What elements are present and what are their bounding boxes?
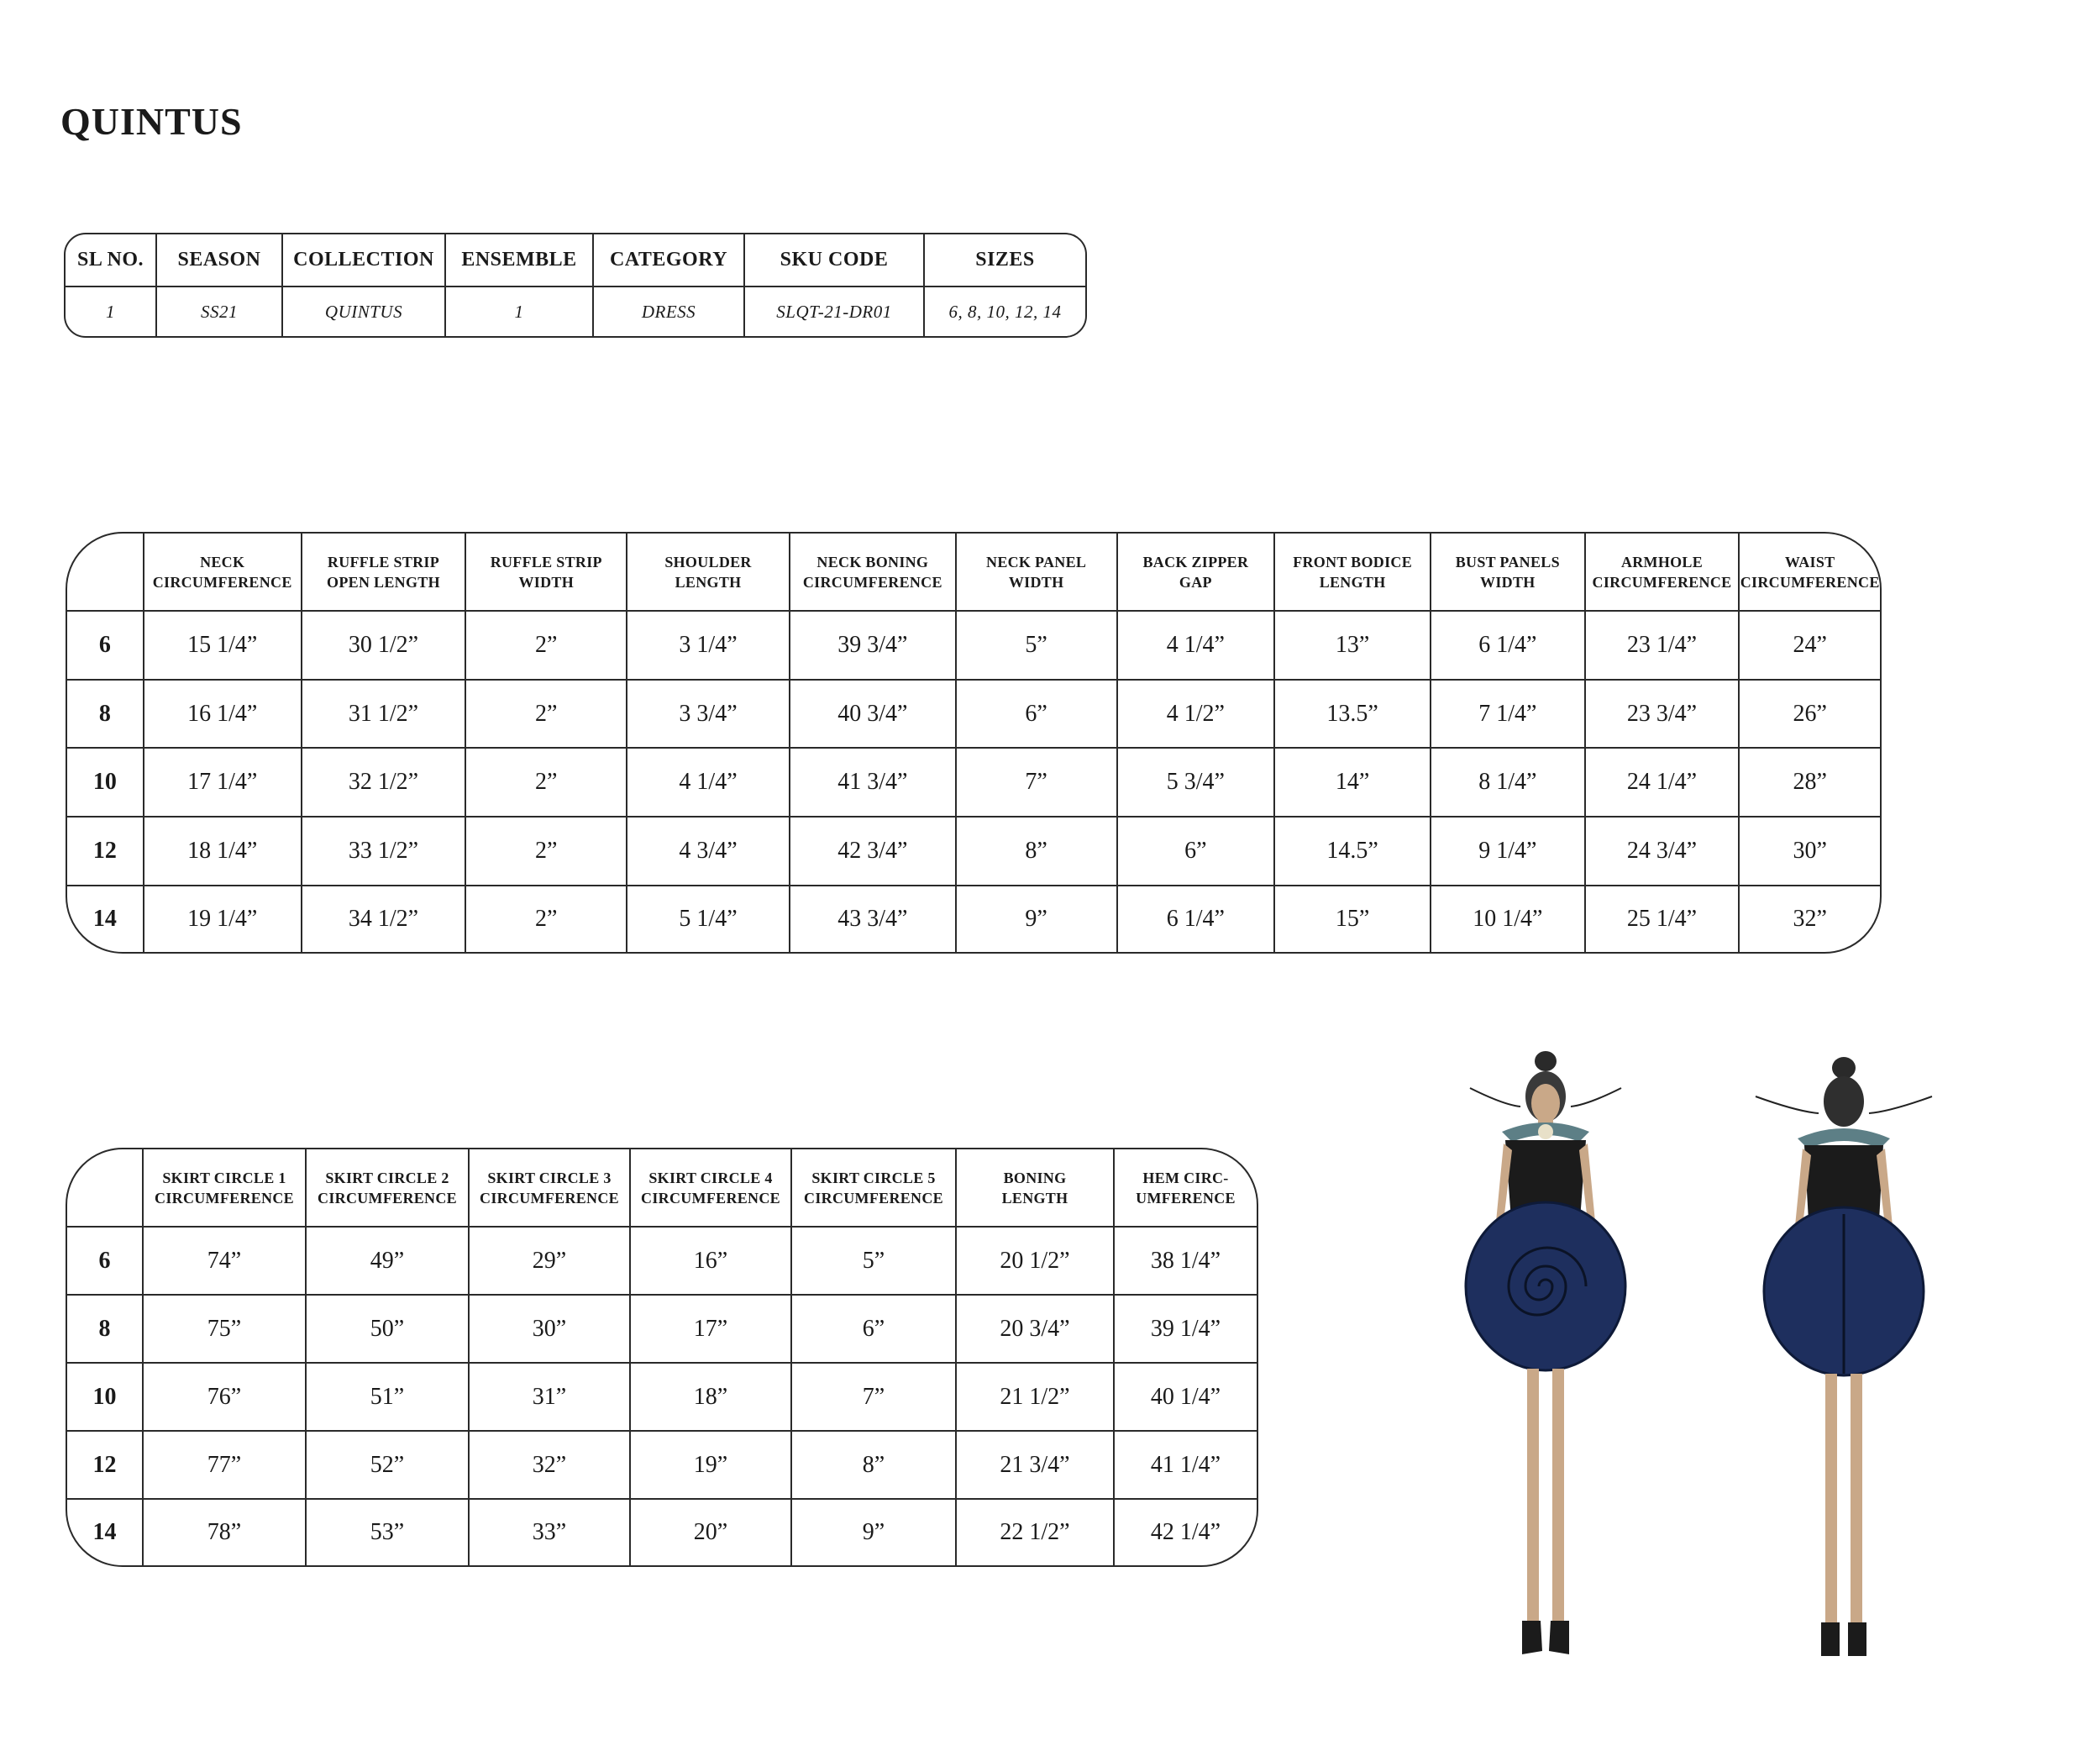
measurement-cell: 16 1/4” <box>144 680 302 749</box>
cell-collection: QUINTUS <box>282 287 445 336</box>
measurement-cell: 31” <box>469 1363 630 1431</box>
measurement-cell: 2” <box>465 817 627 886</box>
spec2-header-line: SKIRT CIRCLE 1 <box>162 1169 286 1186</box>
size-label: 12 <box>67 1431 143 1499</box>
page-title: QUINTUS <box>60 100 243 143</box>
measurement-cell: 75” <box>143 1295 306 1363</box>
header-sizes: SIZES <box>924 234 1085 287</box>
measurement-cell: 38 1/4” <box>1114 1227 1257 1295</box>
measurement-cell: 2” <box>465 680 627 749</box>
spec1-header-1 <box>302 534 466 611</box>
measurement-cell: 5 1/4” <box>627 886 790 952</box>
spec2-header-line: CIRCUMFERENCE <box>804 1189 943 1207</box>
measurement-cell: 30” <box>469 1295 630 1363</box>
header-category: CATEGORY <box>593 234 744 287</box>
measurement-cell: 2” <box>465 748 627 817</box>
product-info-table <box>64 233 1087 338</box>
measurement-cell: 33” <box>469 1499 630 1565</box>
measurement-cell: 32 1/2” <box>302 748 466 817</box>
spec1-header-line: NECK PANEL <box>986 553 1087 570</box>
measurement-cell: 6” <box>956 680 1117 749</box>
size-label: 8 <box>67 680 144 749</box>
measurement-cell: 20 3/4” <box>956 1295 1114 1363</box>
measurement-cell: 24 1/4” <box>1585 748 1740 817</box>
spec2-header-5 <box>956 1149 1114 1227</box>
spec1-header-7 <box>1274 534 1431 611</box>
spec2-header-line: CIRCUMFERENCE <box>641 1189 780 1207</box>
measurement-table-bodice <box>66 532 1882 954</box>
table-row <box>67 817 1880 886</box>
spec1-header-4 <box>790 534 956 611</box>
measurement-cell: 41 1/4” <box>1114 1431 1257 1499</box>
measurement-cell: 39 1/4” <box>1114 1295 1257 1363</box>
measurement-cell: 3 1/4” <box>627 611 790 680</box>
spec1-header-2 <box>465 534 627 611</box>
measurement-cell: 22 1/2” <box>956 1499 1114 1565</box>
measurement-cell: 8” <box>956 817 1117 886</box>
spec1-header-line: LENGTH <box>675 573 742 591</box>
measurement-cell: 28” <box>1739 748 1880 817</box>
spec2-header-line: UMFERENCE <box>1136 1189 1236 1207</box>
spec2-header-line: CIRCUMFERENCE <box>318 1189 457 1207</box>
measurement-cell: 32” <box>469 1431 630 1499</box>
measurement-cell: 42 1/4” <box>1114 1499 1257 1565</box>
corner-cell <box>67 534 144 611</box>
measurement-cell: 13” <box>1274 611 1431 680</box>
table-row <box>67 680 1880 749</box>
measurement-cell: 17 1/4” <box>144 748 302 817</box>
measurement-cell: 14.5” <box>1274 817 1431 886</box>
table-row <box>67 1499 1257 1565</box>
spec1-header-line: SHOULDER <box>664 553 752 570</box>
spec1-header-line: CIRCUMFERENCE <box>152 573 292 591</box>
spec1-header-8 <box>1431 534 1585 611</box>
measurement-cell: 16” <box>630 1227 791 1295</box>
measurement-cell: 19” <box>630 1431 791 1499</box>
spec2-header-6 <box>1114 1149 1257 1227</box>
table-row <box>67 611 1880 680</box>
measurement-cell: 17” <box>630 1295 791 1363</box>
measurement-cell: 77” <box>143 1431 306 1499</box>
cell-ensemble: 1 <box>445 287 593 336</box>
size-label: 6 <box>67 611 144 680</box>
spec2-header-4 <box>791 1149 956 1227</box>
measurement-cell: 9” <box>956 886 1117 952</box>
measurement-cell: 2” <box>465 611 627 680</box>
measurement-cell: 25 1/4” <box>1585 886 1740 952</box>
spec2-header-0 <box>143 1149 306 1227</box>
measurement-cell: 19 1/4” <box>144 886 302 952</box>
spec1-header-line: CIRCUMFERENCE <box>1592 573 1732 591</box>
header-collection: COLLECTION <box>282 234 445 287</box>
measurement-cell: 4 1/2” <box>1117 680 1275 749</box>
measurement-cell: 76” <box>143 1363 306 1431</box>
size-label: 8 <box>67 1295 143 1363</box>
measurement-cell: 74” <box>143 1227 306 1295</box>
measurement-cell: 33 1/2” <box>302 817 466 886</box>
cell-season: SS21 <box>156 287 282 336</box>
measurement-cell: 21 1/2” <box>956 1363 1114 1431</box>
dress-front-illustration <box>1453 1038 1638 1676</box>
header-ensemble: ENSEMBLE <box>445 234 593 287</box>
measurement-cell: 21 3/4” <box>956 1431 1114 1499</box>
table-row <box>67 748 1880 817</box>
measurement-cell: 4 1/4” <box>1117 611 1275 680</box>
table-row <box>67 1227 1257 1295</box>
measurement-cell: 23 1/4” <box>1585 611 1740 680</box>
header-season: SEASON <box>156 234 282 287</box>
measurement-cell: 9” <box>791 1499 956 1565</box>
spec1-header-10 <box>1739 534 1880 611</box>
measurement-cell: 18” <box>630 1363 791 1431</box>
measurement-cell: 3 3/4” <box>627 680 790 749</box>
measurement-cell: 5 3/4” <box>1117 748 1275 817</box>
size-label: 14 <box>67 1499 143 1565</box>
measurement-cell: 30 1/2” <box>302 611 466 680</box>
cell-category: DRESS <box>593 287 744 336</box>
measurement-cell: 2” <box>465 886 627 952</box>
measurement-cell: 4 3/4” <box>627 817 790 886</box>
spec1-header-6 <box>1117 534 1275 611</box>
measurement-cell: 6” <box>791 1295 956 1363</box>
measurement-cell: 14” <box>1274 748 1431 817</box>
table-row <box>67 1363 1257 1431</box>
measurement-cell: 30” <box>1739 817 1880 886</box>
measurement-cell: 13.5” <box>1274 680 1431 749</box>
cell-sl-no: 1 <box>66 287 156 336</box>
front-figure <box>1466 1051 1625 1654</box>
measurement-cell: 9 1/4” <box>1431 817 1585 886</box>
table-row <box>67 886 1880 952</box>
measurement-cell: 4 1/4” <box>627 748 790 817</box>
measurement-cell: 15” <box>1274 886 1431 952</box>
spec1-header-line: WAIST <box>1784 553 1835 570</box>
spec1-header-line: NECK <box>200 553 245 570</box>
table-row <box>67 1431 1257 1499</box>
spec1-header-line: BUST PANELS <box>1455 553 1560 570</box>
spec1-header-line: LENGTH <box>1319 573 1386 591</box>
measurement-cell: 52” <box>306 1431 469 1499</box>
measurement-cell: 41 3/4” <box>790 748 956 817</box>
spec1-header-line: WIDTH <box>1008 573 1064 591</box>
spec2-header-line: HEM CIRC- <box>1142 1169 1229 1186</box>
measurement-cell: 6 1/4” <box>1117 886 1275 952</box>
spec2-header-1 <box>306 1149 469 1227</box>
spec1-header-line: RUFFLE STRIP <box>327 553 440 570</box>
measurement-cell: 8 1/4” <box>1431 748 1585 817</box>
measurement-cell: 42 3/4” <box>790 817 956 886</box>
measurement-cell: 15 1/4” <box>144 611 302 680</box>
measurement-cell: 7 1/4” <box>1431 680 1585 749</box>
spec2-header-line: SKIRT CIRCLE 4 <box>648 1169 773 1186</box>
spec2-header-line: BONING <box>1003 1169 1067 1186</box>
measurement-cell: 18 1/4” <box>144 817 302 886</box>
back-figure <box>1756 1057 1932 1656</box>
measurement-cell: 10 1/4” <box>1431 886 1585 952</box>
measurement-cell: 49” <box>306 1227 469 1295</box>
measurement-cell: 6” <box>1117 817 1275 886</box>
spec1-header-line: GAP <box>1179 573 1212 591</box>
size-label: 12 <box>67 817 144 886</box>
spec2-header-line: SKIRT CIRCLE 3 <box>487 1169 612 1186</box>
size-label: 6 <box>67 1227 143 1295</box>
cell-sku-code: SLQT-21-DR01 <box>744 287 924 336</box>
measurement-cell: 24” <box>1739 611 1880 680</box>
measurement-cell: 5” <box>791 1227 956 1295</box>
table-row <box>67 1295 1257 1363</box>
measurement-cell: 43 3/4” <box>790 886 956 952</box>
measurement-cell: 34 1/2” <box>302 886 466 952</box>
measurement-cell: 20” <box>630 1499 791 1565</box>
cell-sizes: 6, 8, 10, 12, 14 <box>924 287 1085 336</box>
measurement-cell: 26” <box>1739 680 1880 749</box>
header-sl-no: SL NO. <box>66 234 156 287</box>
measurement-cell: 20 1/2” <box>956 1227 1114 1295</box>
spec2-header-3 <box>630 1149 791 1227</box>
spec1-header-line: ARMHOLE <box>1620 553 1704 570</box>
measurement-cell: 7” <box>791 1363 956 1431</box>
spec2-header-line: LENGTH <box>1001 1189 1068 1207</box>
spec1-header-0 <box>144 534 302 611</box>
measurement-cell: 32” <box>1739 886 1880 952</box>
spec1-header-3 <box>627 534 790 611</box>
measurement-cell: 29” <box>469 1227 630 1295</box>
measurement-cell: 5” <box>956 611 1117 680</box>
corner-cell <box>67 1149 143 1227</box>
spec1-header-line: WIDTH <box>1480 573 1536 591</box>
spec1-header-line: OPEN LENGTH <box>327 573 440 591</box>
measurement-table-skirt <box>66 1148 1258 1567</box>
size-label: 14 <box>67 886 144 952</box>
measurement-cell: 40 3/4” <box>790 680 956 749</box>
spec2-header-line: CIRCUMFERENCE <box>480 1189 619 1207</box>
spec1-header-line: WIDTH <box>518 573 575 591</box>
measurement-cell: 78” <box>143 1499 306 1565</box>
measurement-cell: 39 3/4” <box>790 611 956 680</box>
measurement-cell: 24 3/4” <box>1585 817 1740 886</box>
measurement-cell: 31 1/2” <box>302 680 466 749</box>
measurement-cell: 6 1/4” <box>1431 611 1585 680</box>
spec2-header-line: SKIRT CIRCLE 5 <box>811 1169 936 1186</box>
measurement-cell: 23 3/4” <box>1585 680 1740 749</box>
measurement-cell: 8” <box>791 1431 956 1499</box>
spec2-header-line: CIRCUMFERENCE <box>155 1189 294 1207</box>
measurement-cell: 51” <box>306 1363 469 1431</box>
size-label: 10 <box>67 748 144 817</box>
spec1-header-line: BACK ZIPPER <box>1142 553 1249 570</box>
measurement-cell: 53” <box>306 1499 469 1565</box>
spec2-header-2 <box>469 1149 630 1227</box>
header-sku-code: SKU CODE <box>744 234 924 287</box>
spec2-header-line: SKIRT CIRCLE 2 <box>325 1169 449 1186</box>
spec1-header-9 <box>1585 534 1740 611</box>
measurement-cell: 40 1/4” <box>1114 1363 1257 1431</box>
spec1-header-line: FRONT BODICE <box>1293 553 1412 570</box>
dress-back-illustration <box>1747 1038 1940 1676</box>
spec1-header-line: CIRCUMFERENCE <box>802 573 942 591</box>
spec1-header-line: NECK BONING <box>816 553 929 570</box>
measurement-cell: 50” <box>306 1295 469 1363</box>
spec1-header-line: CIRCUMFERENCE <box>1740 573 1880 591</box>
size-label: 10 <box>67 1363 143 1431</box>
measurement-cell: 7” <box>956 748 1117 817</box>
spec1-header-5 <box>956 534 1117 611</box>
spec1-header-line: RUFFLE STRIP <box>490 553 602 570</box>
